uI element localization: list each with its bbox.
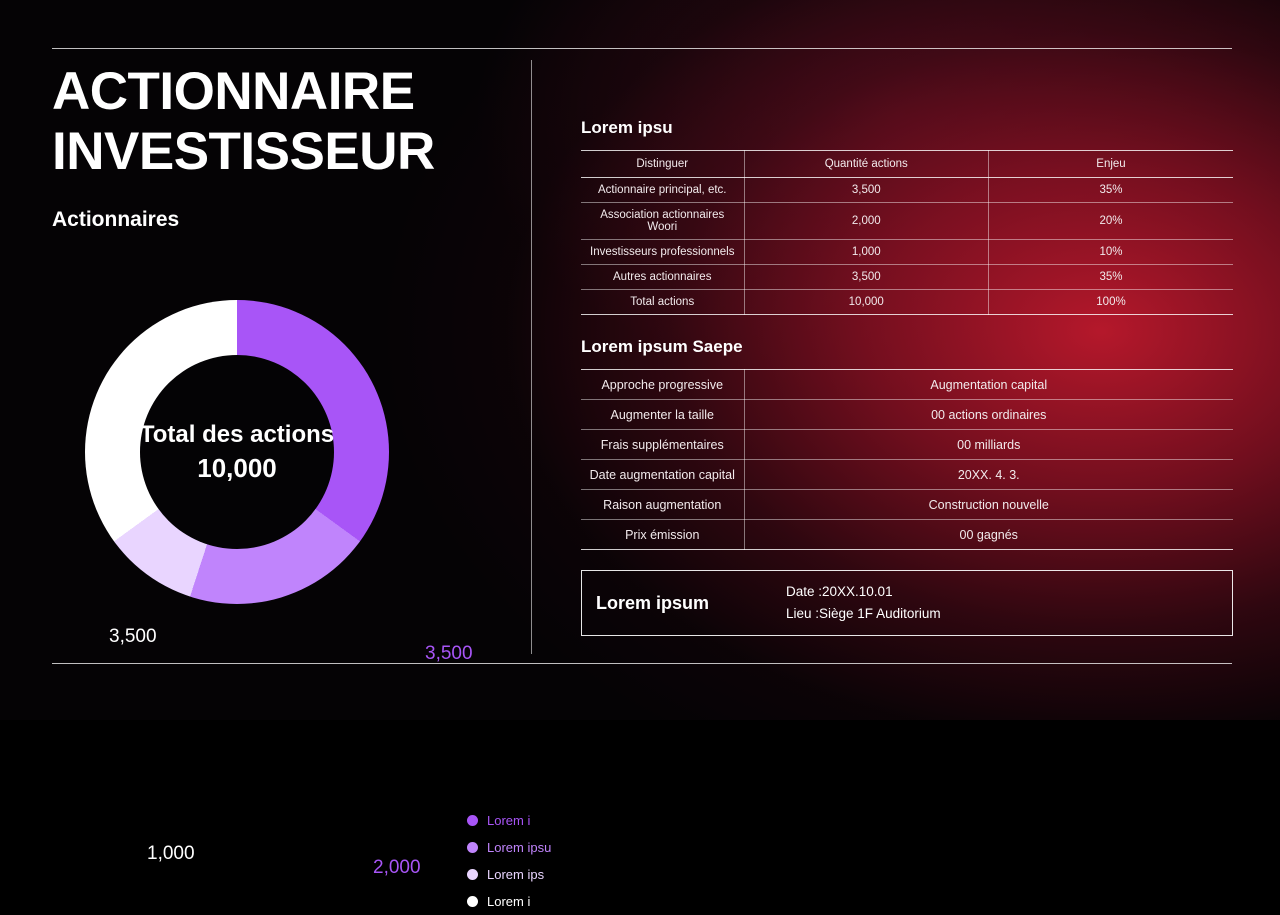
table-row bbox=[581, 400, 1233, 430]
event-info-box bbox=[581, 570, 1233, 636]
table-cell: 2,000 bbox=[744, 203, 989, 240]
table-cell: 10% bbox=[989, 240, 1234, 265]
left-column bbox=[52, 62, 512, 232]
table-cell: Investisseurs professionnels bbox=[581, 240, 744, 265]
table-row bbox=[581, 240, 1233, 265]
right-column bbox=[581, 118, 1233, 636]
table-cell: 35% bbox=[989, 178, 1234, 203]
legend-color-swatch bbox=[467, 896, 478, 907]
page-subtitle: Actionnaires bbox=[52, 207, 180, 231]
table-row-key: Approche progressive bbox=[581, 370, 744, 400]
table-row-key: Raison augmentation bbox=[581, 490, 744, 520]
page-title-line2: INVESTISSEUR bbox=[52, 121, 435, 181]
table-row-key: Date augmentation capital bbox=[581, 460, 744, 490]
legend-color-swatch bbox=[467, 869, 478, 880]
legend-item bbox=[467, 834, 551, 861]
legend-item-label: Lorem ips bbox=[487, 867, 545, 882]
table-row bbox=[581, 370, 1233, 400]
table-cell: Autres actionnaires bbox=[581, 265, 744, 290]
donut-label-bottom-right: 2,000 bbox=[373, 857, 421, 878]
table-cell: 1,000 bbox=[744, 240, 989, 265]
table-row-value: 00 actions ordinaires bbox=[744, 400, 1233, 430]
table-cell: 10,000 bbox=[744, 290, 989, 315]
table-row bbox=[581, 290, 1233, 315]
legend-item bbox=[467, 807, 551, 834]
table-row-value: Construction nouvelle bbox=[744, 490, 1233, 520]
event-date: Date :20XX.10.01 bbox=[786, 583, 893, 599]
page-title-line1: ACTIONNAIRE bbox=[52, 62, 415, 121]
table-cell: 3,500 bbox=[744, 178, 989, 203]
donut-label-top-right: 3,500 bbox=[425, 643, 473, 664]
legend-item-label: Lorem i bbox=[487, 813, 531, 828]
table-row bbox=[581, 203, 1233, 240]
table-header-row bbox=[581, 151, 1233, 178]
donut-center-label: Total des actions bbox=[139, 420, 335, 448]
table2-heading: Lorem ipsum Saepe bbox=[581, 337, 743, 356]
table-row-key: Prix émission bbox=[581, 520, 744, 550]
table-cell: 20% bbox=[989, 203, 1234, 240]
capital-table bbox=[581, 369, 1233, 550]
table-row bbox=[581, 520, 1233, 550]
donut-ring bbox=[85, 300, 389, 604]
table1-col-2: Enjeu bbox=[989, 151, 1234, 178]
table-row-key: Augmenter la taille bbox=[581, 400, 744, 430]
table-cell: 35% bbox=[989, 265, 1234, 290]
table-row-key: Frais supplémentaires bbox=[581, 430, 744, 460]
table-cell: 100% bbox=[989, 290, 1234, 315]
legend-item-label: Lorem ipsu bbox=[487, 840, 552, 855]
table-row-value: 00 gagnés bbox=[744, 520, 1233, 550]
table-row bbox=[581, 490, 1233, 520]
donut-label-bottom-left: 1,000 bbox=[147, 843, 195, 864]
legend-color-swatch bbox=[467, 815, 478, 826]
vertical-divider bbox=[531, 60, 532, 654]
event-details bbox=[786, 581, 941, 626]
donut-center-value: 10,000 bbox=[197, 452, 277, 483]
table-cell: Actionnaire principal, etc. bbox=[581, 178, 744, 203]
table-row bbox=[581, 265, 1233, 290]
legend-item-label: Lorem i bbox=[487, 894, 531, 909]
event-place: Lieu :Siège 1F Auditorium bbox=[786, 606, 941, 621]
legend-item bbox=[467, 888, 551, 915]
event-title: Lorem ipsum bbox=[596, 592, 710, 613]
table-row bbox=[581, 178, 1233, 203]
table-cell: Total actions bbox=[581, 290, 744, 315]
table-row-value: Augmentation capital bbox=[744, 370, 1233, 400]
table-row bbox=[581, 460, 1233, 490]
table1-heading: Lorem ipsu bbox=[581, 118, 673, 137]
donut-label-left: 3,500 bbox=[109, 626, 157, 647]
legend-color-swatch bbox=[467, 842, 478, 853]
table-row bbox=[581, 430, 1233, 460]
bottom-divider bbox=[52, 663, 1232, 664]
table-cell: Association actionnaires Woori bbox=[581, 203, 744, 240]
page-title bbox=[52, 62, 512, 182]
table-cell: 3,500 bbox=[744, 265, 989, 290]
table1-col-0: Distinguer bbox=[581, 151, 744, 178]
shareholders-table bbox=[581, 150, 1233, 315]
top-divider bbox=[52, 48, 1232, 49]
legend-item bbox=[467, 861, 551, 888]
table-row-value: 20XX. 4. 3. bbox=[744, 460, 1233, 490]
table-row-value: 00 milliards bbox=[744, 430, 1233, 460]
chart-legend bbox=[467, 807, 551, 915]
table1-col-1: Quantité actions bbox=[744, 151, 989, 178]
donut-chart bbox=[52, 275, 552, 909]
donut-center bbox=[140, 355, 334, 549]
